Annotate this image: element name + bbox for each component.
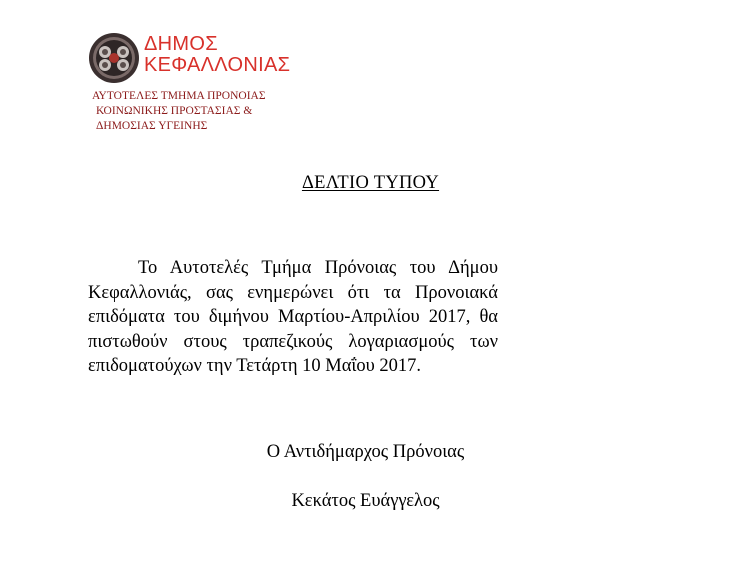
signatory-title: Ο Αντιδήμαρχος Πρόνοιας [266,442,465,462]
municipal-seal-icon [88,32,140,84]
logo-line-2: ΚΕΦΑΛΛΟΝΙΑΣ [144,54,291,76]
signatory-name: Κεκάτος Ευάγγελος [291,491,440,511]
department-line-1: ΑΥΤΟΤΕΛΕΣ ΤΜΗΜΑ ΠΡΟΝΟΙΑΣ [92,90,266,102]
press-release-body: Το Αυτοτελές Τμήμα Πρόνοιας του Δήμου Κεφαλλονιάς, σας ενημερώνει ότι τα Προνοιακά επιδόματα του διμήνου Μαρτίου-Απριλίου 2017, θα πιστωθούν στους τραπεζικούς λογαριασμούς των επιδοματούχων την Τετάρτη 10 Μαΐου 2017. [88,258,498,376]
department-line-3: ΔΗΜΟΣΙΑΣ ΥΓΕΙΝΗΣ [96,120,208,132]
signature-block [0,442,741,512]
department-line-2: ΚΟΙΝΩΝΙΚΗΣ ΠΡΟΣΤΑΣΙΑΣ & [96,105,253,117]
document-title: ΔΕΛΤΙΟ ΤΥΠΟΥ [301,173,440,193]
municipality-logo-text [144,34,290,76]
logo-line-1: ΔΗΜΟΣ [144,33,218,55]
department-name [92,89,266,134]
